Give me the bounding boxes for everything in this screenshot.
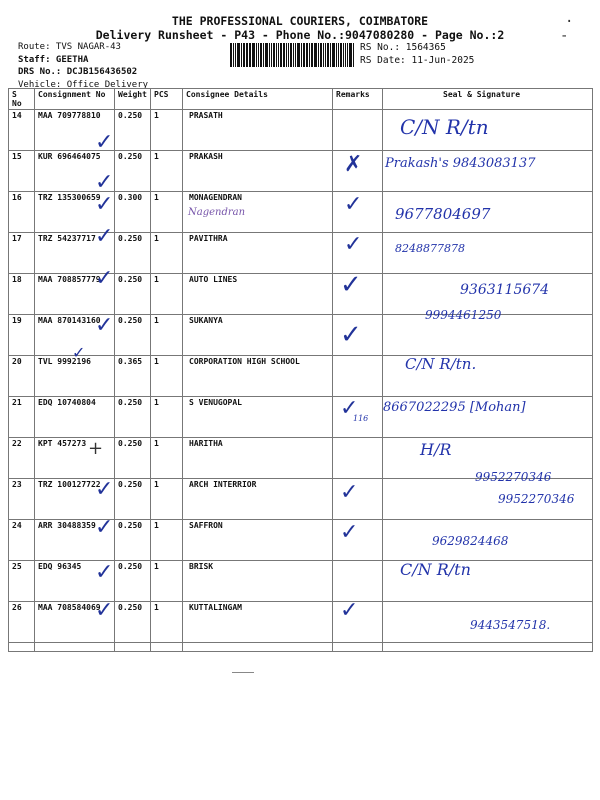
cell-remarks: [333, 110, 383, 151]
signature-row-25: C/N R/tn: [400, 560, 471, 579]
cell-consignment-no: TRZ 135300659: [35, 192, 115, 233]
cell-pcs: 1: [151, 520, 183, 561]
cell-weight: 0.250: [115, 315, 151, 356]
rs-date: RS Date: 11-Jun-2025: [360, 54, 475, 66]
cell-remarks: [333, 438, 383, 479]
cell-consignee: PRAKASH: [183, 151, 333, 192]
signature-row-20: C/N R/tn.: [405, 355, 477, 373]
cell-sno: 18: [9, 274, 35, 315]
cell-consignment-no: ARR 30488359: [35, 520, 115, 561]
table-row: [9, 356, 593, 397]
cell-consignment-no: EDQ 10740804: [35, 397, 115, 438]
cell-pcs: 1: [151, 192, 183, 233]
cell-consignee: CORPORATION HIGH SCHOOL: [183, 356, 333, 397]
checkmark-icon: ✓: [344, 192, 363, 217]
signature-row-24: 9629824468: [432, 534, 509, 548]
cell-consignment-no: TVL 9992196: [35, 356, 115, 397]
cell-weight: 0.250: [115, 110, 151, 151]
checkmark-icon: ✓: [340, 480, 359, 505]
signature-row-19: 9994461250: [425, 308, 502, 322]
cell-consignment-no: MAA 709778810: [35, 110, 115, 151]
checkmark-icon: ✓: [72, 343, 86, 362]
cell-sno: 20: [9, 356, 35, 397]
runsheet-meta-right: [360, 42, 474, 67]
cell-consignment-no: TRZ 100127722: [35, 479, 115, 520]
signature-row-16: 9677804697: [395, 205, 491, 223]
cell-consignee: ARCH INTERRIOR: [183, 479, 333, 520]
cell-sno: 16: [9, 192, 35, 233]
checkmark-icon: ✓: [340, 598, 359, 623]
cell-consignee: KUTTALINGAM: [183, 602, 333, 643]
cell-pcs: 1: [151, 397, 183, 438]
col-header-sno: S No: [9, 89, 35, 110]
cell-weight: 0.250: [115, 520, 151, 561]
table-header-row: [9, 89, 593, 110]
signature-row-22: H/R: [420, 440, 452, 459]
cell-consignment-no: TRZ 54237717: [35, 233, 115, 274]
remark-row-21: 116: [353, 414, 369, 423]
cell-weight: 0.250: [115, 274, 151, 315]
checkmark-icon: ✓: [95, 313, 114, 338]
plus-mark-icon: +: [88, 438, 104, 459]
cell-consignment-no: MAA 708584069: [35, 602, 115, 643]
cell-sno: 14: [9, 110, 35, 151]
cell-consignee: BRISK: [183, 561, 333, 602]
runsheet-meta-left: [18, 41, 148, 91]
cell-pcs: 1: [151, 274, 183, 315]
signature-row-15: Prakash's 9843083137: [385, 156, 536, 171]
checkmark-icon: ✓: [95, 598, 114, 623]
cell-weight: 0.300: [115, 192, 151, 233]
cell-consignment-no: KPT 457273: [35, 438, 115, 479]
checkmark-icon: ✓: [340, 520, 359, 545]
handwritten-name-row-16: Nagendran: [188, 207, 246, 218]
cell-sno: 26: [9, 602, 35, 643]
signature-row-17: 8248877878: [395, 242, 465, 255]
route-label: Route: TVS NAGAR-43: [18, 42, 121, 52]
col-header-signature: Seal & Signature: [383, 89, 593, 110]
cell-weight: 0.250: [115, 233, 151, 274]
cell-sno: 15: [9, 151, 35, 192]
cell-consignee: PAVITHRA: [183, 233, 333, 274]
col-header-pcs: PCS: [151, 89, 183, 110]
signature-row-18: 9363115674: [460, 282, 550, 298]
checkmark-icon: ✓: [344, 232, 363, 257]
checkmark-icon: ✓: [340, 396, 359, 421]
col-header-consignment: Consignment No: [35, 89, 115, 110]
signature-row-23: 9952270346: [475, 470, 552, 484]
cell-remarks: [333, 356, 383, 397]
col-header-consignee: Consignee Details: [183, 89, 333, 110]
cell-weight: 0.250: [115, 479, 151, 520]
signature-row-14: C/N R/tn: [400, 115, 489, 139]
cell-sno: 25: [9, 561, 35, 602]
checkmark-icon: ✓: [95, 266, 114, 291]
cell-consignee: MONAGENDRAN: [183, 192, 333, 233]
cell-remarks: [333, 561, 383, 602]
cell-sno: 22: [9, 438, 35, 479]
signature-row-23-second: 9952270346: [498, 492, 575, 506]
checkmark-icon: ✓: [95, 560, 114, 585]
barcode: [230, 43, 355, 67]
checkmark-icon: ✓: [340, 320, 362, 350]
cell-consignee: HARITHA: [183, 438, 333, 479]
signature-row-21: 8667022295 [Mohan]: [383, 400, 526, 415]
cell-weight: 0.250: [115, 151, 151, 192]
cell-consignee: S VENUGOPAL: [183, 397, 333, 438]
cell-weight: 0.250: [115, 602, 151, 643]
checkmark-icon: ✓: [95, 170, 114, 195]
cell-pcs: 1: [151, 479, 183, 520]
checkmark-icon: ✓: [95, 515, 114, 540]
col-header-weight: Weight: [115, 89, 151, 110]
cell-sno: 19: [9, 315, 35, 356]
checkmark-icon: ✓: [95, 477, 114, 502]
cell-weight: 0.365: [115, 356, 151, 397]
cell-consignment-no: MAA 870143160: [35, 315, 115, 356]
cell-weight: 0.250: [115, 438, 151, 479]
cell-weight: 0.250: [115, 561, 151, 602]
checkmark-icon: ✓: [340, 270, 362, 300]
runsheet-subtitle: Delivery Runsheet - P43 - Phone No.:9047080280 - Page No.:2: [95, 28, 505, 42]
vehicle-label: Vehicle: Office Delivery: [18, 79, 149, 90]
cell-pcs: 1: [151, 110, 183, 151]
margin-mark: -: [560, 28, 569, 44]
cross-icon: ✗: [344, 152, 363, 177]
cell-pcs: 1: [151, 151, 183, 192]
col-header-remarks: Remarks: [333, 89, 383, 110]
cell-sno: 17: [9, 233, 35, 274]
cell-consignee: SUKANYA: [183, 315, 333, 356]
cell-pcs: 1: [151, 561, 183, 602]
cell-sno: 23: [9, 479, 35, 520]
rs-number: RS No.: 1564365: [360, 42, 446, 53]
stray-mark: [232, 672, 254, 673]
cell-consignment-no: KUR 696464075: [35, 151, 115, 192]
cell-pcs: 1: [151, 356, 183, 397]
cell-consignee: PRASATH: [183, 110, 333, 151]
cell-consignment-no: EDQ 96345: [35, 561, 115, 602]
cell-sno: 24: [9, 520, 35, 561]
drs-number: DRS No.: DCJB156436502: [18, 67, 138, 77]
cell-pcs: 1: [151, 315, 183, 356]
cell-weight: 0.250: [115, 397, 151, 438]
runsheet-company-title: THE PROFESSIONAL COURIERS, COIMBATORE: [171, 14, 429, 28]
cell-sno: 21: [9, 397, 35, 438]
table-end-row: [9, 643, 593, 652]
cell-pcs: 1: [151, 233, 183, 274]
checkmark-icon: ✓: [95, 130, 114, 155]
checkmark-icon: ✓: [95, 224, 114, 249]
checkmark-icon: ✓: [95, 192, 114, 217]
cell-consignee: AUTO LINES: [183, 274, 333, 315]
staff-label: Staff: GEETHA: [18, 54, 89, 65]
cell-pcs: 1: [151, 438, 183, 479]
cell-consignee: SAFFRON: [183, 520, 333, 561]
margin-mark: ·: [565, 14, 574, 30]
cell-pcs: 1: [151, 602, 183, 643]
signature-row-26: 9443547518.: [470, 618, 551, 632]
cell-consignment-no: MAA 708857779: [35, 274, 115, 315]
